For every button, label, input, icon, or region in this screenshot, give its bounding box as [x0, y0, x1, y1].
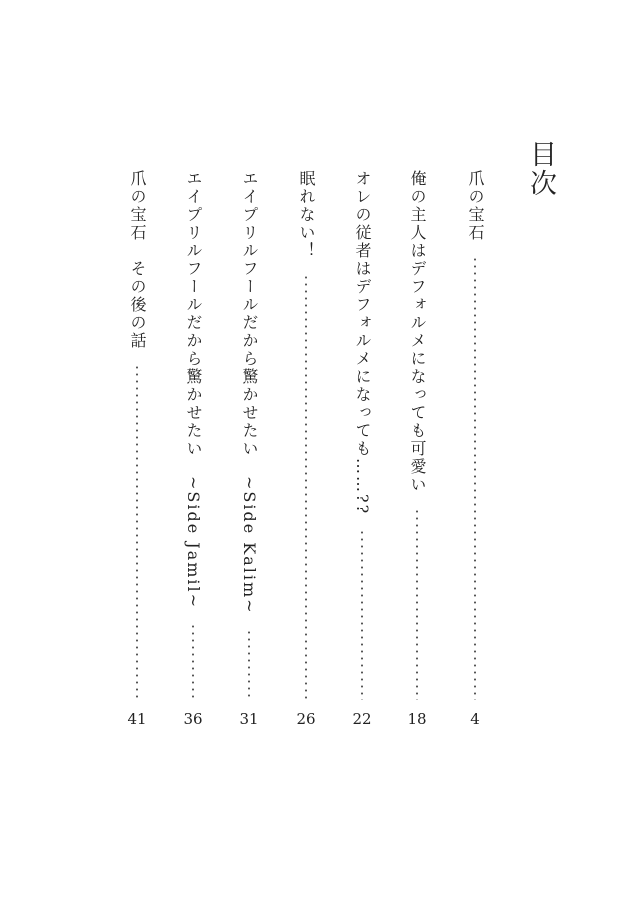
toc-entry-page: 31	[239, 710, 259, 728]
toc-entry[interactable]	[237, 170, 261, 730]
toc-entry-title: 爪の宝石	[466, 170, 485, 242]
toc-entry-title: 眠れない！	[297, 170, 316, 260]
toc-entry-page: 4	[470, 710, 480, 728]
toc-entry-page: 41	[127, 710, 147, 728]
toc-entry-title: 爪の宝石 その後の話	[128, 170, 147, 350]
toc-entry-page: 18	[407, 710, 427, 728]
toc-entry-title: 俺の主人はデフォルメになっても可愛い	[408, 170, 427, 494]
toc-entry-leader	[192, 623, 194, 700]
toc-entry[interactable]	[463, 170, 487, 730]
toc-entry-leader	[474, 256, 476, 700]
toc-title: 目次	[525, 140, 556, 198]
toc-entry-page: 36	[183, 710, 203, 728]
toc-entry[interactable]	[405, 170, 429, 730]
toc-entry-title: オレの従者はデフォルメになっても……??	[353, 170, 372, 516]
toc-entry-title: エイプリルフールだから驚かせたい ~Side Kalim~	[240, 170, 259, 615]
toc-entry-leader	[305, 274, 307, 700]
toc-entry-page: 22	[352, 710, 372, 728]
toc-entry-leader	[361, 529, 363, 700]
toc-entry-title: エイプリルフールだから驚かせたい ~Side Jamil~	[184, 170, 203, 610]
toc-entry-leader	[136, 364, 138, 700]
toc-entry[interactable]	[294, 170, 318, 730]
toc-entry-leader	[416, 508, 418, 700]
toc-entry[interactable]	[125, 170, 149, 730]
toc-entry-page: 26	[296, 710, 316, 728]
toc-entry[interactable]	[350, 170, 374, 730]
toc-entry-leader	[248, 629, 250, 700]
toc-entry[interactable]	[181, 170, 205, 730]
